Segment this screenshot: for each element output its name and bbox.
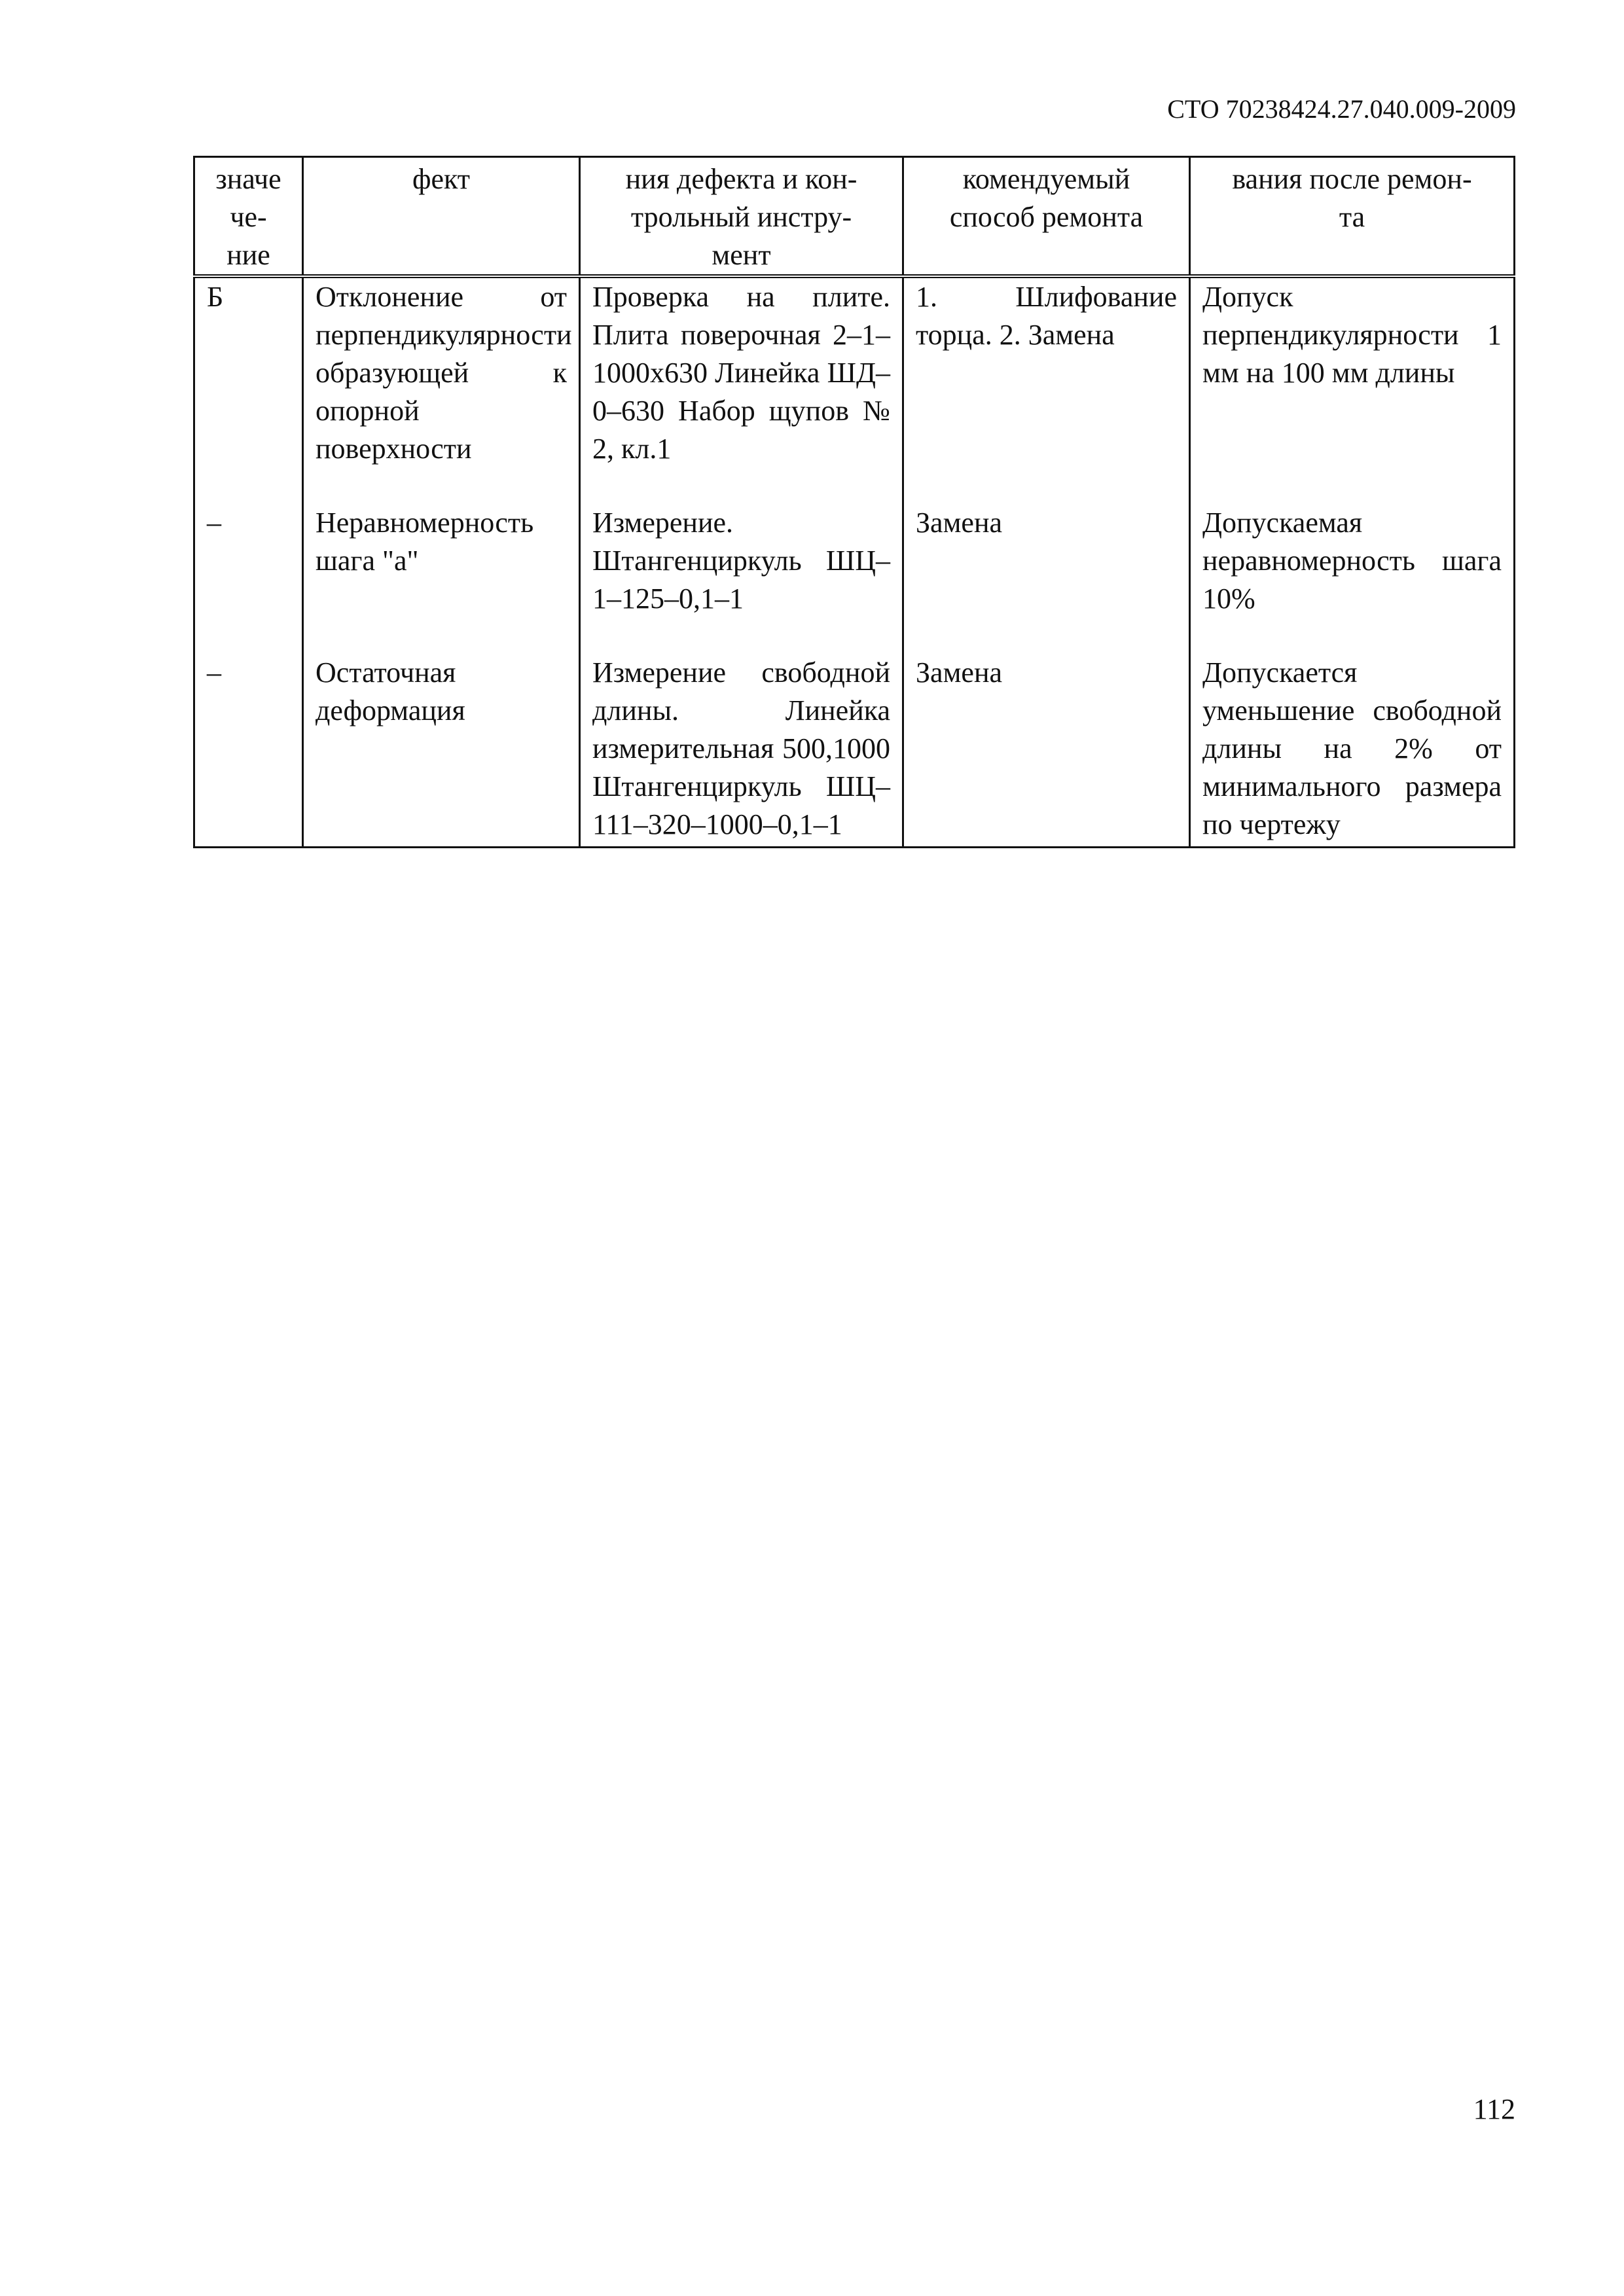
page-number: 112 [1473, 2093, 1515, 2125]
cell-defect: Неравномерность шага "а" [303, 504, 580, 654]
header-line: значе [215, 163, 281, 195]
cell-control-method: Измерение. Штангенциркуль ШЦ–1–125–0,1–1 [580, 504, 903, 654]
header-line: фект [412, 163, 471, 195]
table-row [194, 504, 1515, 654]
column-header-repair-method [903, 157, 1190, 277]
cell-post-repair: Допуск перпендикулярности 1 мм на 100 мм длины [1190, 276, 1515, 504]
cell-repair-method: 1. Шлифование торца. 2. Замена [903, 276, 1190, 504]
cell-repair-method: Замена [903, 504, 1190, 654]
table-header-row [194, 157, 1515, 277]
header-line: способ ремонта [949, 201, 1144, 233]
cell-mark: – [194, 504, 303, 654]
header-line: вания после ремон- [1232, 163, 1472, 195]
header-line: мент [712, 239, 771, 271]
cell-post-repair: Допускается уменьшение свободной длины на 2% от минимального размера по чертежу [1190, 654, 1515, 848]
cell-post-repair: Допускаемая неравномерность шага 10% [1190, 504, 1515, 654]
header-line: та [1339, 201, 1365, 233]
table-row [194, 654, 1515, 848]
table-body [194, 276, 1515, 848]
column-header-post-repair [1190, 157, 1515, 277]
header-line: ния дефекта и кон- [625, 163, 857, 195]
column-header-mark [194, 157, 303, 277]
header-line: ние [226, 239, 270, 271]
cell-mark: – [194, 654, 303, 848]
table-row [194, 276, 1515, 504]
defect-table [193, 156, 1515, 848]
header-line: комендуемый [962, 163, 1130, 195]
header-line: трольный инстру- [630, 201, 852, 233]
cell-control-method: Измерение свободной длины. Линейка измерительная 500,1000 Штангенциркуль ШЦ–111–320–1000–0,1–1 [580, 654, 903, 848]
document-code: СТО 70238424.27.040.009-2009 [1167, 94, 1516, 124]
header-line: че- [230, 201, 267, 233]
cell-control-method: Проверка на плите. Плита поверочная 2–1–1000х630 Линейка ШД–0–630 Набор щупов № 2, кл.1 [580, 276, 903, 504]
cell-mark: Б [194, 276, 303, 504]
column-header-defect [303, 157, 580, 277]
column-header-control-method [580, 157, 903, 277]
table-header [194, 157, 1515, 277]
cell-defect: Отклонение от перпендикулярности образующей к опорной поверхности [303, 276, 580, 504]
cell-repair-method: Замена [903, 654, 1190, 848]
cell-defect: Остаточная деформация [303, 654, 580, 848]
